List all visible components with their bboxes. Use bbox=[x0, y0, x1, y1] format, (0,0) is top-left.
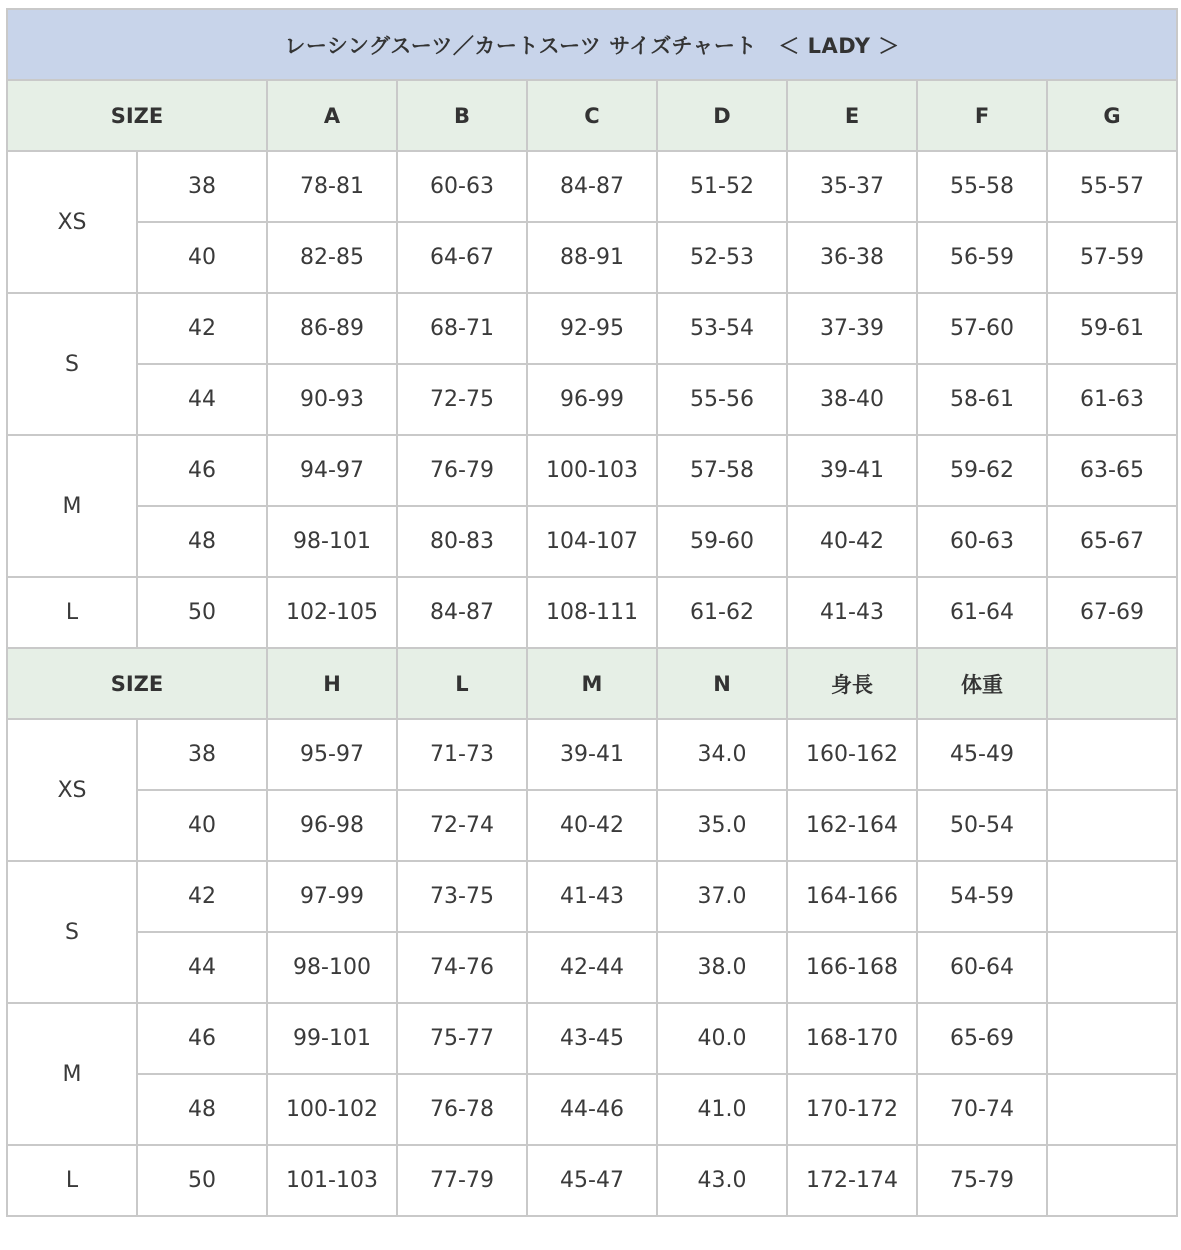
table-row bbox=[7, 435, 1177, 506]
size-number: 42 bbox=[137, 861, 267, 932]
measurement-cell: 57-60 bbox=[917, 293, 1047, 364]
measurement-cell bbox=[1047, 932, 1177, 1003]
measurement-cell: 60-63 bbox=[397, 151, 527, 222]
measurement-cell bbox=[1047, 1074, 1177, 1145]
table-row bbox=[7, 364, 1177, 435]
size-chart-container bbox=[6, 8, 1178, 1217]
measurement-cell: 84-87 bbox=[527, 151, 657, 222]
column-header: M bbox=[527, 648, 657, 719]
measurement-cell: 61-64 bbox=[917, 577, 1047, 648]
size-label: M bbox=[7, 435, 137, 577]
measurement-cell: 60-64 bbox=[917, 932, 1047, 1003]
measurement-cell: 65-67 bbox=[1047, 506, 1177, 577]
measurement-cell: 100-103 bbox=[527, 435, 657, 506]
measurement-cell: 65-69 bbox=[917, 1003, 1047, 1074]
measurement-cell: 50-54 bbox=[917, 790, 1047, 861]
size-label: L bbox=[7, 1145, 137, 1216]
measurement-cell: 96-99 bbox=[527, 364, 657, 435]
column-header: H bbox=[267, 648, 397, 719]
measurement-cell: 99-101 bbox=[267, 1003, 397, 1074]
measurement-cell: 42-44 bbox=[527, 932, 657, 1003]
measurement-cell: 67-69 bbox=[1047, 577, 1177, 648]
measurement-cell: 45-47 bbox=[527, 1145, 657, 1216]
measurement-cell: 60-63 bbox=[917, 506, 1047, 577]
measurement-cell: 56-59 bbox=[917, 222, 1047, 293]
measurement-cell: 37.0 bbox=[657, 861, 787, 932]
measurement-cell: 34.0 bbox=[657, 719, 787, 790]
measurement-cell: 96-98 bbox=[267, 790, 397, 861]
size-label: XS bbox=[7, 151, 137, 293]
measurement-cell: 40.0 bbox=[657, 1003, 787, 1074]
column-header: F bbox=[917, 80, 1047, 151]
measurement-cell: 172-174 bbox=[787, 1145, 917, 1216]
measurement-cell: 75-79 bbox=[917, 1145, 1047, 1216]
measurement-cell: 74-76 bbox=[397, 932, 527, 1003]
measurement-cell: 98-100 bbox=[267, 932, 397, 1003]
measurement-cell: 43.0 bbox=[657, 1145, 787, 1216]
column-header bbox=[1047, 648, 1177, 719]
measurement-cell: 35.0 bbox=[657, 790, 787, 861]
size-header: SIZE bbox=[7, 80, 267, 151]
measurement-cell: 57-59 bbox=[1047, 222, 1177, 293]
column-header: N bbox=[657, 648, 787, 719]
measurement-cell bbox=[1047, 719, 1177, 790]
measurement-cell: 36-38 bbox=[787, 222, 917, 293]
size-number: 40 bbox=[137, 790, 267, 861]
measurement-cell: 73-75 bbox=[397, 861, 527, 932]
measurement-cell: 58-61 bbox=[917, 364, 1047, 435]
size-number: 44 bbox=[137, 364, 267, 435]
size-label: M bbox=[7, 1003, 137, 1145]
size-number: 48 bbox=[137, 1074, 267, 1145]
measurement-cell: 44-46 bbox=[527, 1074, 657, 1145]
size-number: 40 bbox=[137, 222, 267, 293]
measurement-cell: 170-172 bbox=[787, 1074, 917, 1145]
measurement-cell: 98-101 bbox=[267, 506, 397, 577]
measurement-cell: 43-45 bbox=[527, 1003, 657, 1074]
size-chart-table bbox=[6, 8, 1178, 1217]
measurement-cell: 88-91 bbox=[527, 222, 657, 293]
measurement-cell: 40-42 bbox=[527, 790, 657, 861]
measurement-cell: 61-63 bbox=[1047, 364, 1177, 435]
table-row bbox=[7, 577, 1177, 648]
measurement-cell: 160-162 bbox=[787, 719, 917, 790]
measurement-cell: 55-57 bbox=[1047, 151, 1177, 222]
measurement-cell bbox=[1047, 1145, 1177, 1216]
size-label: S bbox=[7, 293, 137, 435]
measurement-cell: 55-56 bbox=[657, 364, 787, 435]
column-header: E bbox=[787, 80, 917, 151]
table-row bbox=[7, 1074, 1177, 1145]
size-label: L bbox=[7, 577, 137, 648]
size-number: 50 bbox=[137, 577, 267, 648]
measurement-cell: 70-74 bbox=[917, 1074, 1047, 1145]
table-row bbox=[7, 222, 1177, 293]
table-row bbox=[7, 790, 1177, 861]
column-header: A bbox=[267, 80, 397, 151]
measurement-cell: 59-61 bbox=[1047, 293, 1177, 364]
measurement-cell: 35-37 bbox=[787, 151, 917, 222]
measurement-cell: 41-43 bbox=[527, 861, 657, 932]
measurement-cell: 76-78 bbox=[397, 1074, 527, 1145]
measurement-cell: 38-40 bbox=[787, 364, 917, 435]
measurement-cell: 61-62 bbox=[657, 577, 787, 648]
column-header: D bbox=[657, 80, 787, 151]
measurement-cell: 64-67 bbox=[397, 222, 527, 293]
measurement-cell: 68-71 bbox=[397, 293, 527, 364]
measurement-cell: 38.0 bbox=[657, 932, 787, 1003]
measurement-cell: 95-97 bbox=[267, 719, 397, 790]
size-number: 38 bbox=[137, 151, 267, 222]
size-number: 48 bbox=[137, 506, 267, 577]
chart-title-row bbox=[7, 9, 1177, 80]
measurement-cell bbox=[1047, 1003, 1177, 1074]
size-number: 46 bbox=[137, 1003, 267, 1074]
measurement-cell: 168-170 bbox=[787, 1003, 917, 1074]
table-row bbox=[7, 932, 1177, 1003]
table-row bbox=[7, 719, 1177, 790]
column-header: G bbox=[1047, 80, 1177, 151]
size-number: 38 bbox=[137, 719, 267, 790]
measurement-cell: 97-99 bbox=[267, 861, 397, 932]
column-header: C bbox=[527, 80, 657, 151]
column-header: 身長 bbox=[787, 648, 917, 719]
measurement-cell: 102-105 bbox=[267, 577, 397, 648]
measurement-cell: 51-52 bbox=[657, 151, 787, 222]
measurement-cell: 39-41 bbox=[787, 435, 917, 506]
measurement-cell: 40-42 bbox=[787, 506, 917, 577]
chart-title: レーシングスーツ／カートスーツ サイズチャート ＜ LADY ＞ bbox=[7, 9, 1177, 80]
table-row bbox=[7, 151, 1177, 222]
size-label: S bbox=[7, 861, 137, 1003]
size-number: 44 bbox=[137, 932, 267, 1003]
measurement-cell: 86-89 bbox=[267, 293, 397, 364]
measurement-cell: 63-65 bbox=[1047, 435, 1177, 506]
measurement-cell: 100-102 bbox=[267, 1074, 397, 1145]
measurement-cell: 108-111 bbox=[527, 577, 657, 648]
size-header: SIZE bbox=[7, 648, 267, 719]
measurement-cell: 45-49 bbox=[917, 719, 1047, 790]
measurement-cell: 54-59 bbox=[917, 861, 1047, 932]
column-header: B bbox=[397, 80, 527, 151]
measurement-cell: 72-74 bbox=[397, 790, 527, 861]
measurement-cell: 75-77 bbox=[397, 1003, 527, 1074]
measurement-cell: 82-85 bbox=[267, 222, 397, 293]
measurement-cell: 90-93 bbox=[267, 364, 397, 435]
measurement-cell: 39-41 bbox=[527, 719, 657, 790]
measurement-cell bbox=[1047, 861, 1177, 932]
column-header: L bbox=[397, 648, 527, 719]
measurement-cell: 164-166 bbox=[787, 861, 917, 932]
measurement-cell: 80-83 bbox=[397, 506, 527, 577]
measurement-cell: 57-58 bbox=[657, 435, 787, 506]
measurement-cell: 59-60 bbox=[657, 506, 787, 577]
table-row bbox=[7, 861, 1177, 932]
measurement-cell bbox=[1047, 790, 1177, 861]
measurement-cell: 84-87 bbox=[397, 577, 527, 648]
measurement-cell: 37-39 bbox=[787, 293, 917, 364]
measurement-cell: 52-53 bbox=[657, 222, 787, 293]
measurement-cell: 162-164 bbox=[787, 790, 917, 861]
table-row bbox=[7, 506, 1177, 577]
measurement-cell: 55-58 bbox=[917, 151, 1047, 222]
measurement-cell: 71-73 bbox=[397, 719, 527, 790]
measurement-cell: 78-81 bbox=[267, 151, 397, 222]
measurement-cell: 94-97 bbox=[267, 435, 397, 506]
size-number: 46 bbox=[137, 435, 267, 506]
measurement-cell: 104-107 bbox=[527, 506, 657, 577]
table-row bbox=[7, 1145, 1177, 1216]
measurement-cell: 92-95 bbox=[527, 293, 657, 364]
measurement-cell: 59-62 bbox=[917, 435, 1047, 506]
measurement-cell: 166-168 bbox=[787, 932, 917, 1003]
size-number: 42 bbox=[137, 293, 267, 364]
measurement-cell: 72-75 bbox=[397, 364, 527, 435]
measurement-cell: 41-43 bbox=[787, 577, 917, 648]
measurement-cell: 101-103 bbox=[267, 1145, 397, 1216]
section1-header-row bbox=[7, 80, 1177, 151]
measurement-cell: 77-79 bbox=[397, 1145, 527, 1216]
measurement-cell: 41.0 bbox=[657, 1074, 787, 1145]
measurement-cell: 53-54 bbox=[657, 293, 787, 364]
column-header: 体重 bbox=[917, 648, 1047, 719]
table-row bbox=[7, 293, 1177, 364]
section2-header-row bbox=[7, 648, 1177, 719]
table-row bbox=[7, 1003, 1177, 1074]
size-number: 50 bbox=[137, 1145, 267, 1216]
size-label: XS bbox=[7, 719, 137, 861]
measurement-cell: 76-79 bbox=[397, 435, 527, 506]
